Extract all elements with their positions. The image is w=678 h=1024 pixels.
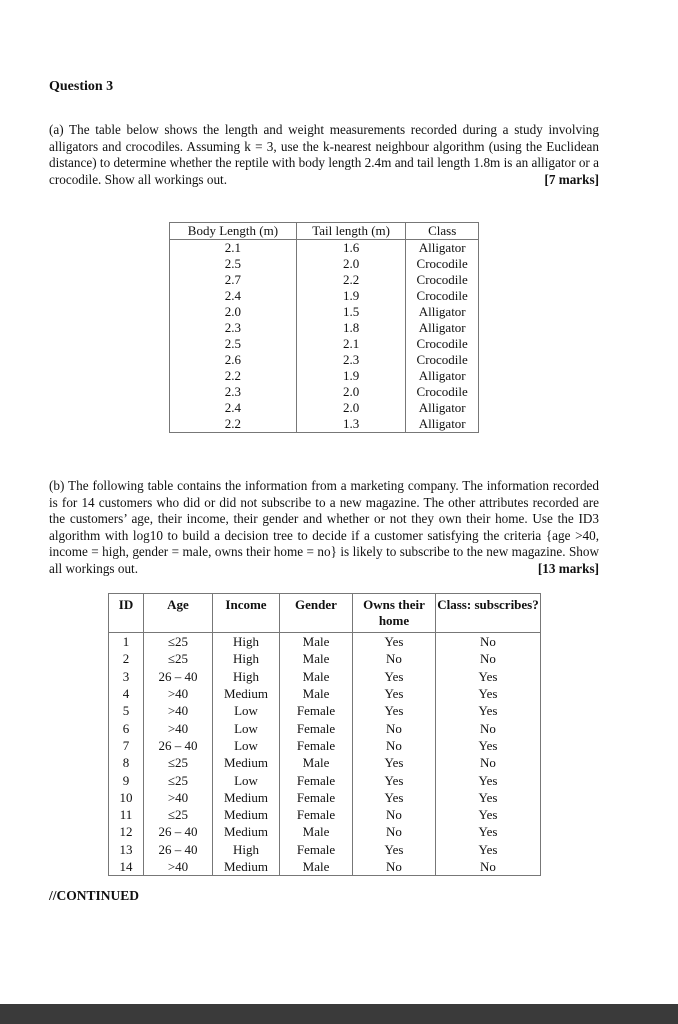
table-row bbox=[109, 719, 541, 736]
part-b-marks: [13 marks] bbox=[537, 560, 599, 576]
table-cell: 2.1 bbox=[296, 336, 406, 352]
header-body-length: Body Length (m) bbox=[170, 223, 297, 240]
table-cell: Male bbox=[280, 858, 353, 876]
table-cell: No bbox=[436, 650, 541, 667]
table-cell: 2.0 bbox=[296, 400, 406, 416]
table-cell: No bbox=[353, 806, 436, 823]
table-row bbox=[109, 789, 541, 806]
table-cell: 1.9 bbox=[296, 288, 406, 304]
header-tail-length: Tail length (m) bbox=[296, 223, 406, 240]
table-cell: Yes bbox=[436, 823, 541, 840]
table-cell: ≤25 bbox=[144, 806, 213, 823]
table-cell: Yes bbox=[353, 702, 436, 719]
table-row bbox=[170, 368, 479, 384]
table-cell: ≤25 bbox=[144, 771, 213, 788]
header-income: Income bbox=[213, 594, 280, 633]
table-cell: Male bbox=[280, 668, 353, 685]
table-row bbox=[170, 272, 479, 288]
table-cell: Low bbox=[213, 771, 280, 788]
header-age: Age bbox=[144, 594, 213, 633]
table-cell: Female bbox=[280, 841, 353, 858]
continued-label: //CONTINUED bbox=[49, 888, 140, 903]
table-row bbox=[109, 633, 541, 651]
table-cell: Yes bbox=[353, 633, 436, 651]
table-row bbox=[170, 352, 479, 368]
table-cell: Low bbox=[213, 702, 280, 719]
table-cell: ≤25 bbox=[144, 754, 213, 771]
customer-table-body bbox=[109, 633, 541, 876]
table-cell: Alligator bbox=[406, 304, 479, 320]
header-class-subscribes: Class: subscribes? bbox=[436, 594, 541, 633]
table-cell: Medium bbox=[213, 789, 280, 806]
table-row bbox=[170, 288, 479, 304]
table-cell: No bbox=[436, 754, 541, 771]
table-cell: Crocodile bbox=[406, 288, 479, 304]
table-row bbox=[109, 754, 541, 771]
table-cell: High bbox=[213, 633, 280, 651]
table-cell: 2.3 bbox=[170, 384, 297, 400]
table-cell: Yes bbox=[353, 754, 436, 771]
question-title: Question 3 bbox=[49, 79, 114, 94]
table-cell: 2.6 bbox=[170, 352, 297, 368]
table-cell: Medium bbox=[213, 823, 280, 840]
table-cell: Female bbox=[280, 719, 353, 736]
table-cell: 2 bbox=[109, 650, 144, 667]
table-cell: No bbox=[436, 858, 541, 876]
table-row bbox=[109, 737, 541, 754]
table-cell: >40 bbox=[144, 719, 213, 736]
customer-table-header bbox=[109, 594, 541, 633]
table-cell: Male bbox=[280, 650, 353, 667]
table-cell: Yes bbox=[436, 737, 541, 754]
table-cell: 26 – 40 bbox=[144, 841, 213, 858]
part-a-marks: [7 marks] bbox=[544, 171, 599, 187]
table-cell: 2.2 bbox=[170, 368, 297, 384]
table-cell: 11 bbox=[109, 806, 144, 823]
table-cell: 9 bbox=[109, 771, 144, 788]
table-cell: 2.7 bbox=[170, 272, 297, 288]
table-cell: Crocodile bbox=[406, 352, 479, 368]
part-a-text: (a) The table below shows the length and weight measurements recorded during a study involving alligators and crocodiles. Assuming k = 3, use the k-nearest neighbour algorithm (using the Euclidean distance) to determine whether the reptile with body length 2.4m and tail length 1.8m is an alligator or a crocodile. Show all workings out. bbox=[49, 122, 599, 187]
table-row bbox=[170, 320, 479, 336]
table-row bbox=[109, 650, 541, 667]
table-cell: Crocodile bbox=[406, 384, 479, 400]
table-cell: 26 – 40 bbox=[144, 823, 213, 840]
table-cell: 1.5 bbox=[296, 304, 406, 320]
table-cell: 14 bbox=[109, 858, 144, 876]
table-cell: 1.3 bbox=[296, 416, 406, 433]
table-row bbox=[109, 858, 541, 876]
reptile-table-header bbox=[170, 223, 479, 240]
table-cell: Female bbox=[280, 789, 353, 806]
table-cell: 2.4 bbox=[170, 400, 297, 416]
table-cell: Crocodile bbox=[406, 272, 479, 288]
header-id: ID bbox=[109, 594, 144, 633]
table-cell: 8 bbox=[109, 754, 144, 771]
table-cell: 1.6 bbox=[296, 240, 406, 257]
table-cell: 26 – 40 bbox=[144, 737, 213, 754]
table-cell: ≤25 bbox=[144, 650, 213, 667]
table-cell: 13 bbox=[109, 841, 144, 858]
table-cell: 7 bbox=[109, 737, 144, 754]
table-cell: Alligator bbox=[406, 240, 479, 257]
table-cell: Female bbox=[280, 702, 353, 719]
table-cell: Female bbox=[280, 771, 353, 788]
table-cell: 1.9 bbox=[296, 368, 406, 384]
table-cell: ≤25 bbox=[144, 633, 213, 651]
table-cell: Yes bbox=[353, 668, 436, 685]
table-row bbox=[109, 685, 541, 702]
reptile-table-body bbox=[170, 240, 479, 433]
table-cell: No bbox=[353, 650, 436, 667]
header-owns-home: Owns their home bbox=[353, 594, 436, 633]
table-cell: >40 bbox=[144, 789, 213, 806]
table-cell: Medium bbox=[213, 685, 280, 702]
table-row bbox=[170, 400, 479, 416]
table-cell: Yes bbox=[436, 702, 541, 719]
table-cell: >40 bbox=[144, 702, 213, 719]
table-cell: Crocodile bbox=[406, 256, 479, 272]
part-b-text: (b) The following table contains the information from a marketing company. The information recorded is for 14 customers who did or did not subscribe to a new magazine. The other attributes recorded are the customers’ age, their income, their gender and whether or not they own their home. Use the ID3 algorithm with log10 to build a decision tree to decide if a customer satisfying the criteria {age >40, income = high, gender = male, owns their home = no} is likely to subscribe to the new magazine. Show all workings out. bbox=[49, 478, 599, 576]
table-cell: Yes bbox=[353, 685, 436, 702]
table-cell: >40 bbox=[144, 685, 213, 702]
table-row bbox=[170, 256, 479, 272]
table-cell: 2.0 bbox=[296, 256, 406, 272]
table-cell: High bbox=[213, 841, 280, 858]
table-cell: Medium bbox=[213, 754, 280, 771]
table-cell: 2.1 bbox=[170, 240, 297, 257]
table-cell: 10 bbox=[109, 789, 144, 806]
table-cell: Yes bbox=[353, 841, 436, 858]
table-cell: 1.8 bbox=[296, 320, 406, 336]
header-gender: Gender bbox=[280, 594, 353, 633]
table-cell: Female bbox=[280, 737, 353, 754]
table-row bbox=[109, 806, 541, 823]
table-cell: 2.2 bbox=[170, 416, 297, 433]
table-cell: No bbox=[353, 737, 436, 754]
part-b-paragraph bbox=[49, 478, 599, 577]
table-cell: No bbox=[353, 823, 436, 840]
table-cell: No bbox=[353, 858, 436, 876]
table-cell: 2.5 bbox=[170, 256, 297, 272]
table-cell: Low bbox=[213, 737, 280, 754]
table-cell: Male bbox=[280, 754, 353, 771]
table-cell: High bbox=[213, 668, 280, 685]
table-cell: No bbox=[353, 719, 436, 736]
customer-table bbox=[108, 593, 541, 876]
table-cell: Alligator bbox=[406, 320, 479, 336]
table-cell: Yes bbox=[353, 771, 436, 788]
table-row bbox=[170, 240, 479, 257]
table-cell: 2.3 bbox=[296, 352, 406, 368]
table-cell: No bbox=[436, 719, 541, 736]
table-cell: 4 bbox=[109, 685, 144, 702]
table-cell: 1 bbox=[109, 633, 144, 651]
table-cell: Yes bbox=[436, 841, 541, 858]
table-cell: Female bbox=[280, 806, 353, 823]
table-cell: Yes bbox=[436, 668, 541, 685]
table-cell: Yes bbox=[436, 806, 541, 823]
table-cell: 6 bbox=[109, 719, 144, 736]
table-row bbox=[109, 668, 541, 685]
table-cell: 2.4 bbox=[170, 288, 297, 304]
table-row bbox=[109, 702, 541, 719]
table-cell: Yes bbox=[353, 789, 436, 806]
part-a-paragraph bbox=[49, 122, 599, 188]
table-cell: High bbox=[213, 650, 280, 667]
table-cell: Yes bbox=[436, 771, 541, 788]
table-row bbox=[109, 823, 541, 840]
table-cell: 2.3 bbox=[170, 320, 297, 336]
table-cell: Male bbox=[280, 685, 353, 702]
table-row bbox=[170, 416, 479, 433]
table-cell: 2.0 bbox=[170, 304, 297, 320]
table-row bbox=[109, 771, 541, 788]
table-row bbox=[170, 336, 479, 352]
table-cell: Alligator bbox=[406, 400, 479, 416]
table-cell: Male bbox=[280, 823, 353, 840]
table-cell: Male bbox=[280, 633, 353, 651]
table-row bbox=[170, 304, 479, 320]
table-cell: Low bbox=[213, 719, 280, 736]
table-cell: Yes bbox=[436, 685, 541, 702]
reptile-table bbox=[169, 222, 479, 433]
table-cell: 26 – 40 bbox=[144, 668, 213, 685]
table-cell: Alligator bbox=[406, 368, 479, 384]
table-cell: Medium bbox=[213, 806, 280, 823]
table-cell: 3 bbox=[109, 668, 144, 685]
table-cell: 12 bbox=[109, 823, 144, 840]
table-cell: 2.2 bbox=[296, 272, 406, 288]
table-cell: Yes bbox=[436, 789, 541, 806]
table-cell: Crocodile bbox=[406, 336, 479, 352]
bottom-bar bbox=[0, 1004, 678, 1024]
table-row bbox=[170, 384, 479, 400]
table-cell: >40 bbox=[144, 858, 213, 876]
table-cell: 2.5 bbox=[170, 336, 297, 352]
table-cell: No bbox=[436, 633, 541, 651]
table-row bbox=[109, 841, 541, 858]
table-cell: Alligator bbox=[406, 416, 479, 433]
table-cell: Medium bbox=[213, 858, 280, 876]
table-cell: 5 bbox=[109, 702, 144, 719]
header-class: Class bbox=[406, 223, 479, 240]
table-cell: 2.0 bbox=[296, 384, 406, 400]
